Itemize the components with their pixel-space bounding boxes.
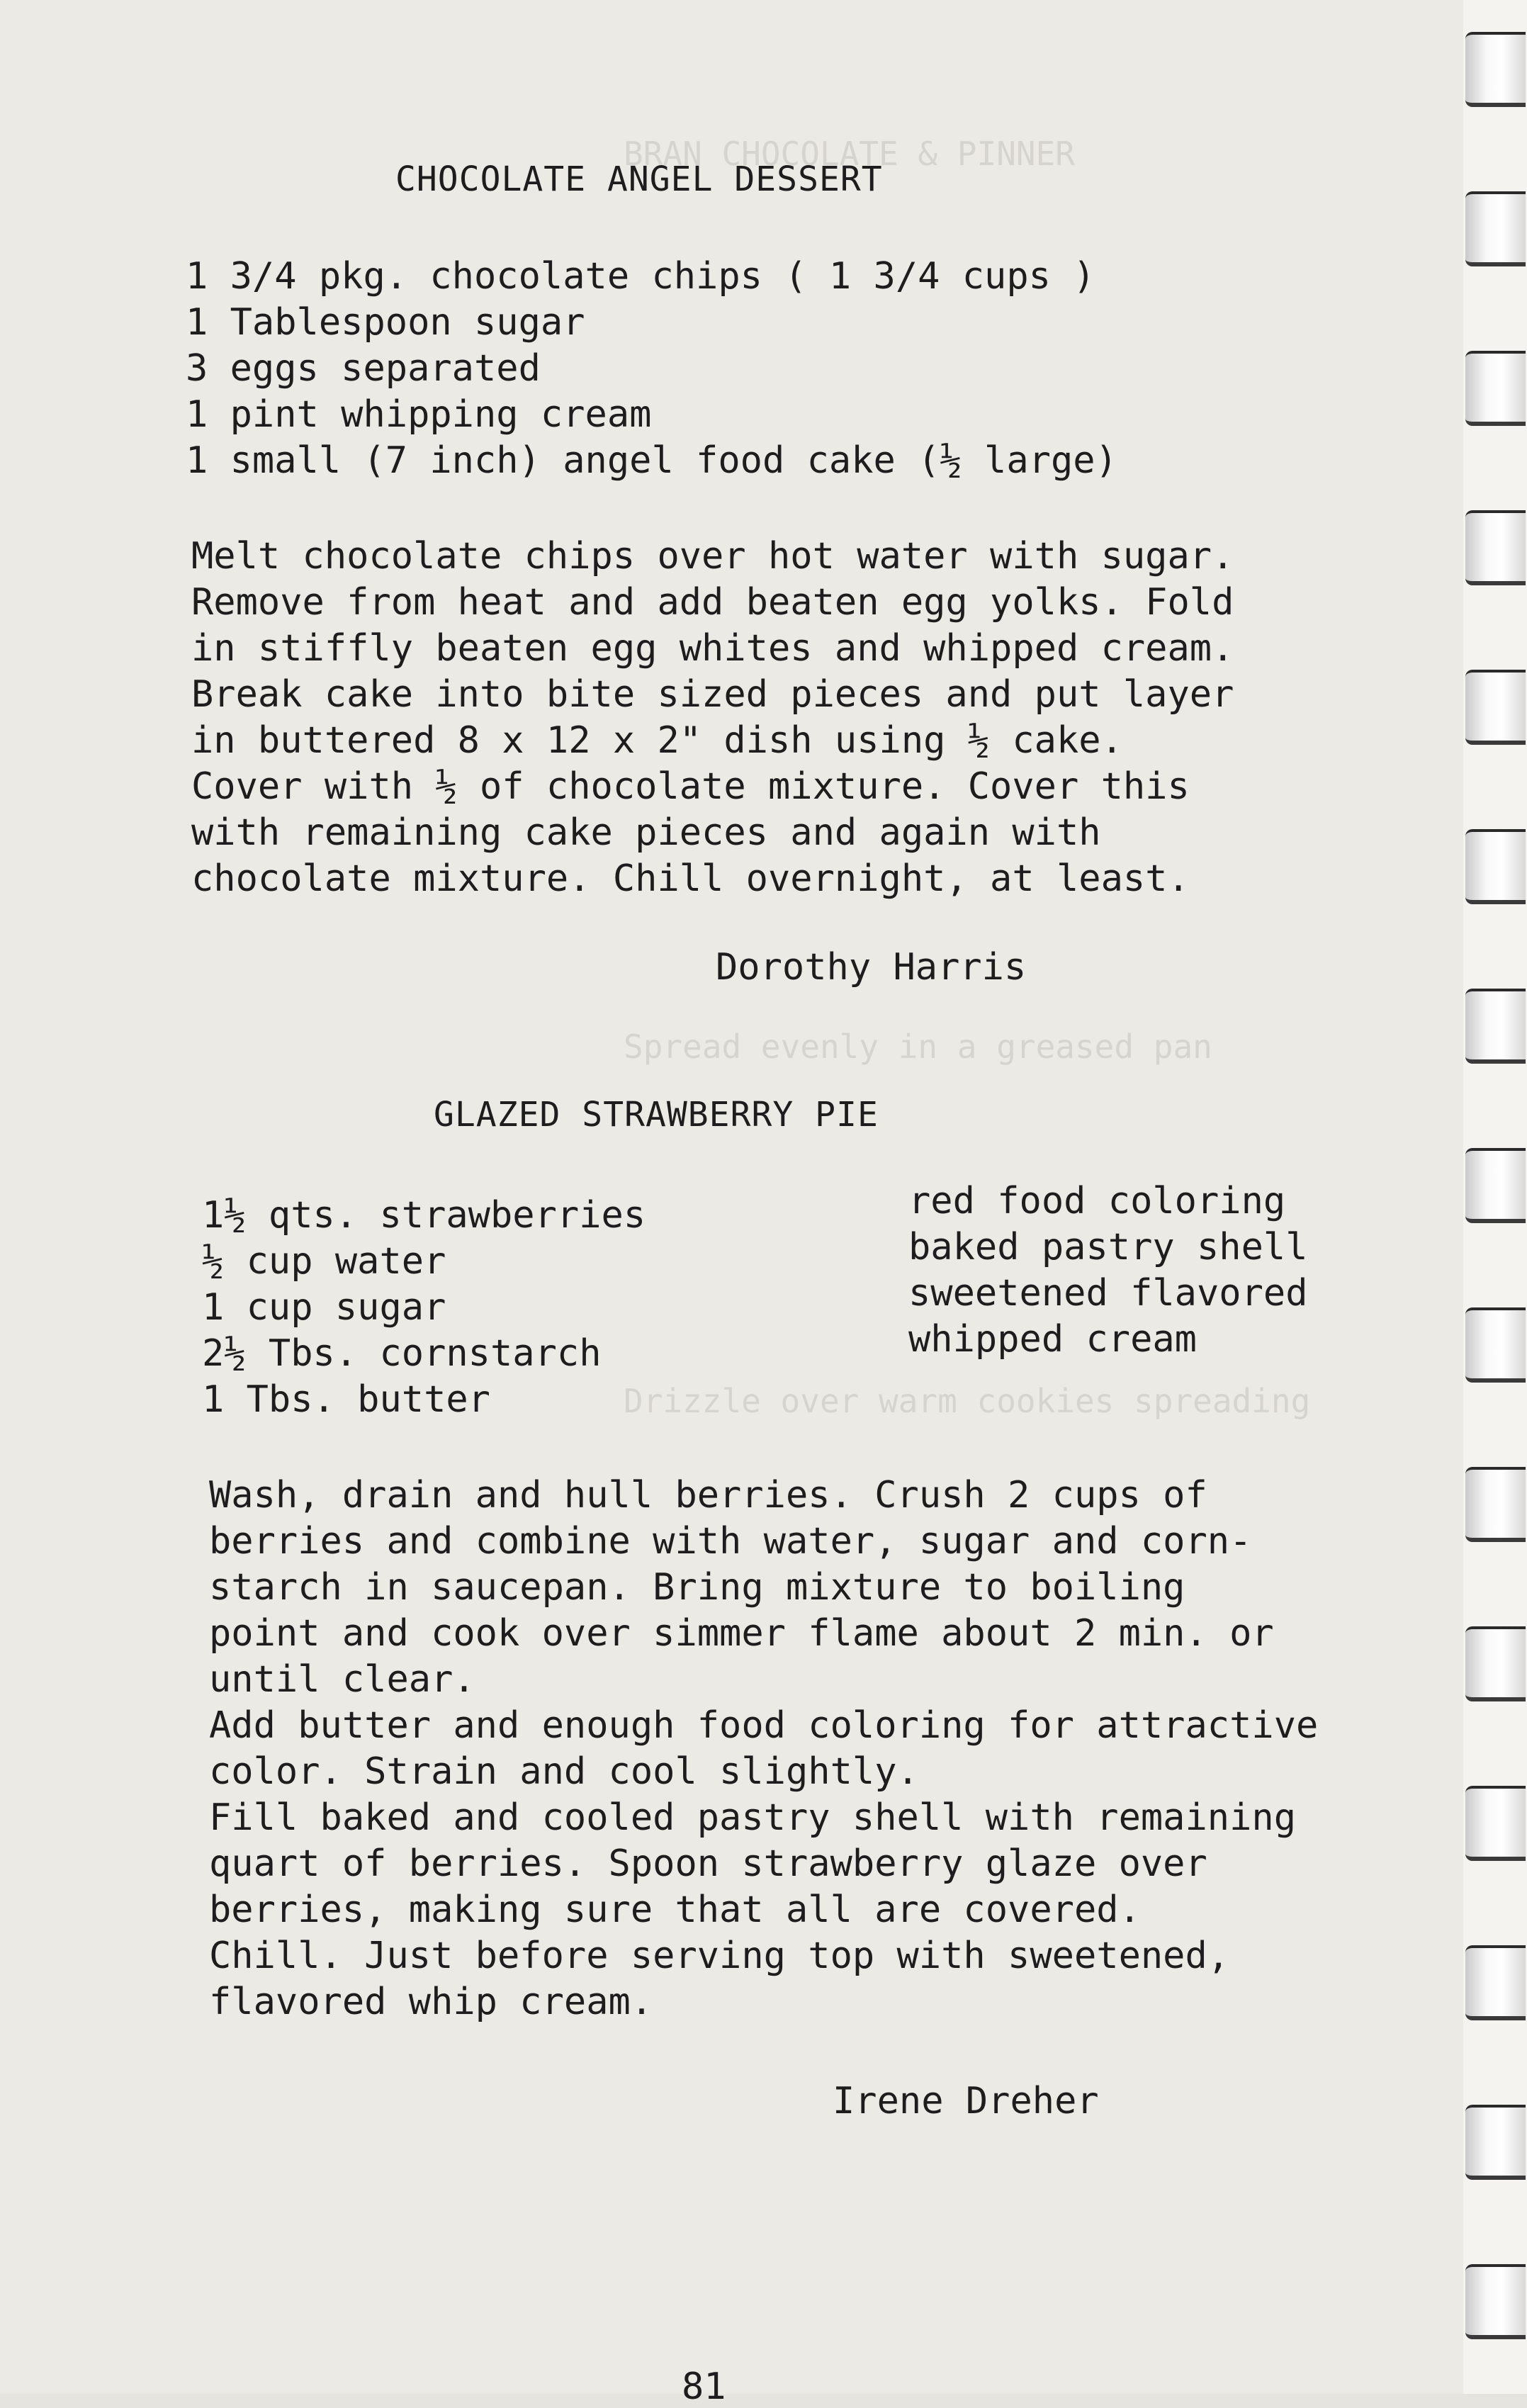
bleed-through-text: Spread evenly in a greased pan (624, 1028, 1212, 1066)
ingredient-line: 1 Tablespoon sugar (186, 301, 585, 344)
ingredient-line: red food coloring (908, 1180, 1286, 1222)
ingredient-line: ½ cup water (202, 1240, 446, 1283)
binding-ring (1465, 1467, 1526, 1542)
page-number: 81 (682, 2365, 726, 2408)
recipe-author: Irene Dreher (833, 2080, 1099, 2122)
binding-ring (1465, 2105, 1526, 2180)
binding-ring (1465, 1786, 1526, 1861)
direction-line: Wash, drain and hull berries. Crush 2 cups of (209, 1474, 1207, 1517)
binding-ring (1465, 670, 1526, 745)
direction-line: until clear. (209, 1658, 475, 1701)
direction-line: in stiffly beaten egg whites and whipped cream. (191, 627, 1234, 670)
ingredient-line: 1½ qts. strawberries (202, 1194, 646, 1237)
ingredient-line: 1 cup sugar (202, 1286, 446, 1329)
direction-line: berries and combine with water, sugar and corn- (209, 1520, 1252, 1563)
binding-ring (1465, 32, 1526, 107)
bleed-through-text: Drizzle over warm cookies spreading (624, 1382, 1311, 1420)
ingredient-line: 1 Tbs. butter (202, 1378, 490, 1421)
direction-line: starch in saucepan. Bring mixture to boiling (209, 1566, 1185, 1609)
binding-ring (1465, 2264, 1526, 2339)
direction-line: quart of berries. Spoon strawberry glaze over (209, 1842, 1207, 1885)
direction-line: with remaining cake pieces and again with (191, 811, 1101, 854)
binding-ring (1465, 510, 1526, 585)
direction-line: Cover with ½ of chocolate mixture. Cover this (191, 765, 1190, 808)
ingredient-line: sweetened flavored (908, 1272, 1308, 1315)
direction-line: Fill baked and cooled pastry shell with remaining (209, 1796, 1297, 1839)
binding-ring (1465, 1307, 1526, 1383)
direction-line: color. Strain and cool slightly. (209, 1750, 919, 1793)
direction-line: point and cook over simmer flame about 2 min. or (209, 1612, 1274, 1655)
direction-line: Break cake into bite sized pieces and put layer (191, 673, 1234, 716)
binding-ring (1465, 829, 1526, 904)
binding-ring (1465, 1626, 1526, 1701)
binding-ring (1465, 351, 1526, 426)
binding-ring (1465, 989, 1526, 1064)
recipe-title: CHOCOLATE ANGEL DESSERT (395, 159, 883, 199)
ingredient-line: whipped cream (908, 1318, 1197, 1361)
direction-line: Melt chocolate chips over hot water with sugar. (191, 535, 1234, 578)
binding-ring (1465, 1148, 1526, 1223)
direction-line: berries, making sure that all are covered. (209, 1889, 1141, 1931)
direction-line: Add butter and enough food coloring for attractive (209, 1704, 1319, 1747)
ingredient-line: 1 small (7 inch) angel food cake (½ large) (186, 439, 1117, 482)
binding-ring (1465, 191, 1526, 266)
bleed-through-text: BRAN CHOCOLATE & PINNER (624, 135, 1075, 173)
ingredient-line: baked pastry shell (908, 1226, 1308, 1268)
recipe-title: GLAZED STRAWBERRY PIE (434, 1095, 879, 1135)
recipe-author: Dorothy Harris (716, 946, 1027, 989)
ingredient-line: 1 3/4 pkg. chocolate chips ( 1 3/4 cups ) (186, 255, 1095, 298)
direction-line: in buttered 8 x 12 x 2" dish using ½ cake. (191, 719, 1123, 762)
ingredient-line: 3 eggs separated (186, 347, 541, 390)
binding-ring (1465, 1945, 1526, 2020)
ingredient-line: 2½ Tbs. cornstarch (202, 1332, 602, 1375)
direction-line: flavored whip cream. (209, 1981, 653, 2023)
direction-line: Chill. Just before serving top with sweetened, (209, 1935, 1230, 1977)
direction-line: chocolate mixture. Chill overnight, at least. (191, 857, 1190, 900)
direction-line: Remove from heat and add beaten egg yolks. Fold (191, 581, 1234, 624)
ingredient-line: 1 pint whipping cream (186, 393, 652, 436)
